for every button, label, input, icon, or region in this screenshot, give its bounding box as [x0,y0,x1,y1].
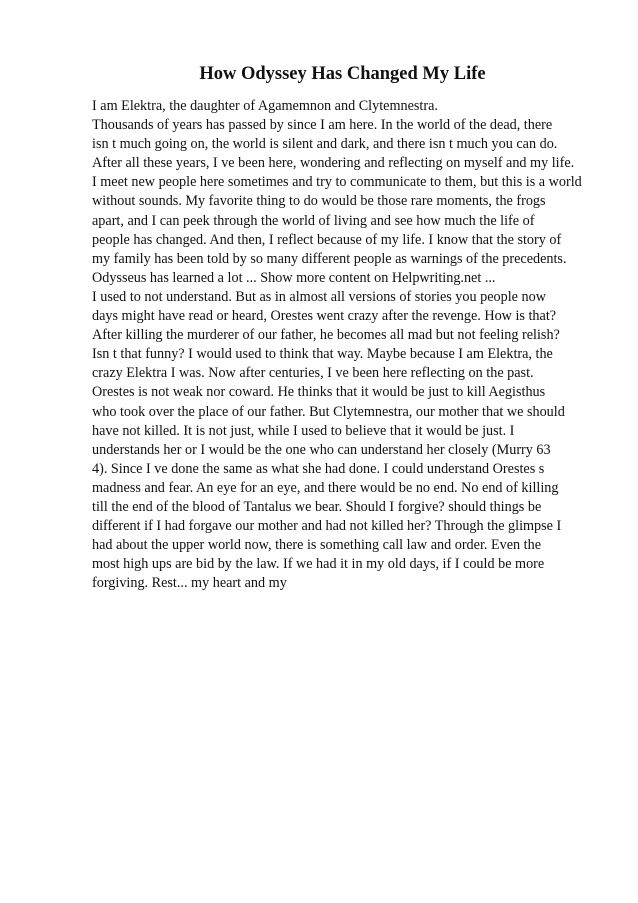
body-line: Thousands of years has passed by since I am here. In the world of the dead, there [92,117,553,134]
body-line: different if I had forgave our mother and had not killed her? Through the glimpse I [92,518,562,535]
body-line: Isn t that funny? I would used to think that way. Maybe because I am Elektra, the [92,346,553,363]
document-title: How Odyssey Has Changed My Life [199,64,486,84]
body-line: I am Elektra, the daughter of Agamemnon and Clytemnestra. [92,98,438,114]
body-line: had about the upper world now, there is something call law and order. Even the [92,537,542,554]
body-line: apart, and I can peek through the world of living and see how much the life of [92,212,535,229]
body-line: people has changed. And then, I reflect because of my life. I know that the story of [92,231,562,248]
body-line: till the end of the blood of Tantalus we bear. Should I forgive? should things be [92,498,542,515]
body-line: days might have read or heard, Orestes went crazy after the revenge. How is that? [92,308,557,325]
document-body [92,97,632,593]
body-line: isn t much going on, the world is silent and dark, and there isn t much you can do. [92,136,558,153]
body-line: have not killed. It is not just, while I used to believe that it would be just. I [92,422,515,439]
body-line: understands her or I would be the one who can understand her closely (Murry 63 [92,441,551,458]
body-line: crazy Elektra I was. Now after centuries, I ve been here reflecting on the past. [92,365,534,382]
body-line: who took over the place of our father. But Clytemnestra, our mother that we should [92,403,565,420]
body-line: 4). Since I ve done the same as what she had done. I could understand Orestes s [92,460,545,477]
body-line: After all these years, I ve been here, wondering and reflecting on myself and my life. [92,155,575,172]
body-line: madness and fear. An eye for an eye, and there would be no end. No end of killing [92,479,559,496]
body-line: Orestes is not weak nor coward. He thinks that it would be just to kill Aegisthus [92,384,546,401]
body-line: I meet new people here sometimes and try to communicate to them, but this is a world [92,174,582,191]
body-line: I used to not understand. But as in almost all versions of stories you people now [92,288,546,305]
body-line: my family has been told by so many different people as warnings of the precedents. [92,250,567,267]
body-line: without sounds. My favorite thing to do would be those rare moments, the frogs [92,193,546,210]
body-line: Odysseus has learned a lot ... Show more content on Helpwriting.net ... [92,269,496,286]
body-line: forgiving. Rest... my heart and my [92,575,287,592]
body-line: After killing the murderer of our father, he becomes all mad but not feeling relish? [92,327,560,344]
body-line: most high ups are bid by the law. If we had it in my old days, if I could be more [92,556,545,573]
